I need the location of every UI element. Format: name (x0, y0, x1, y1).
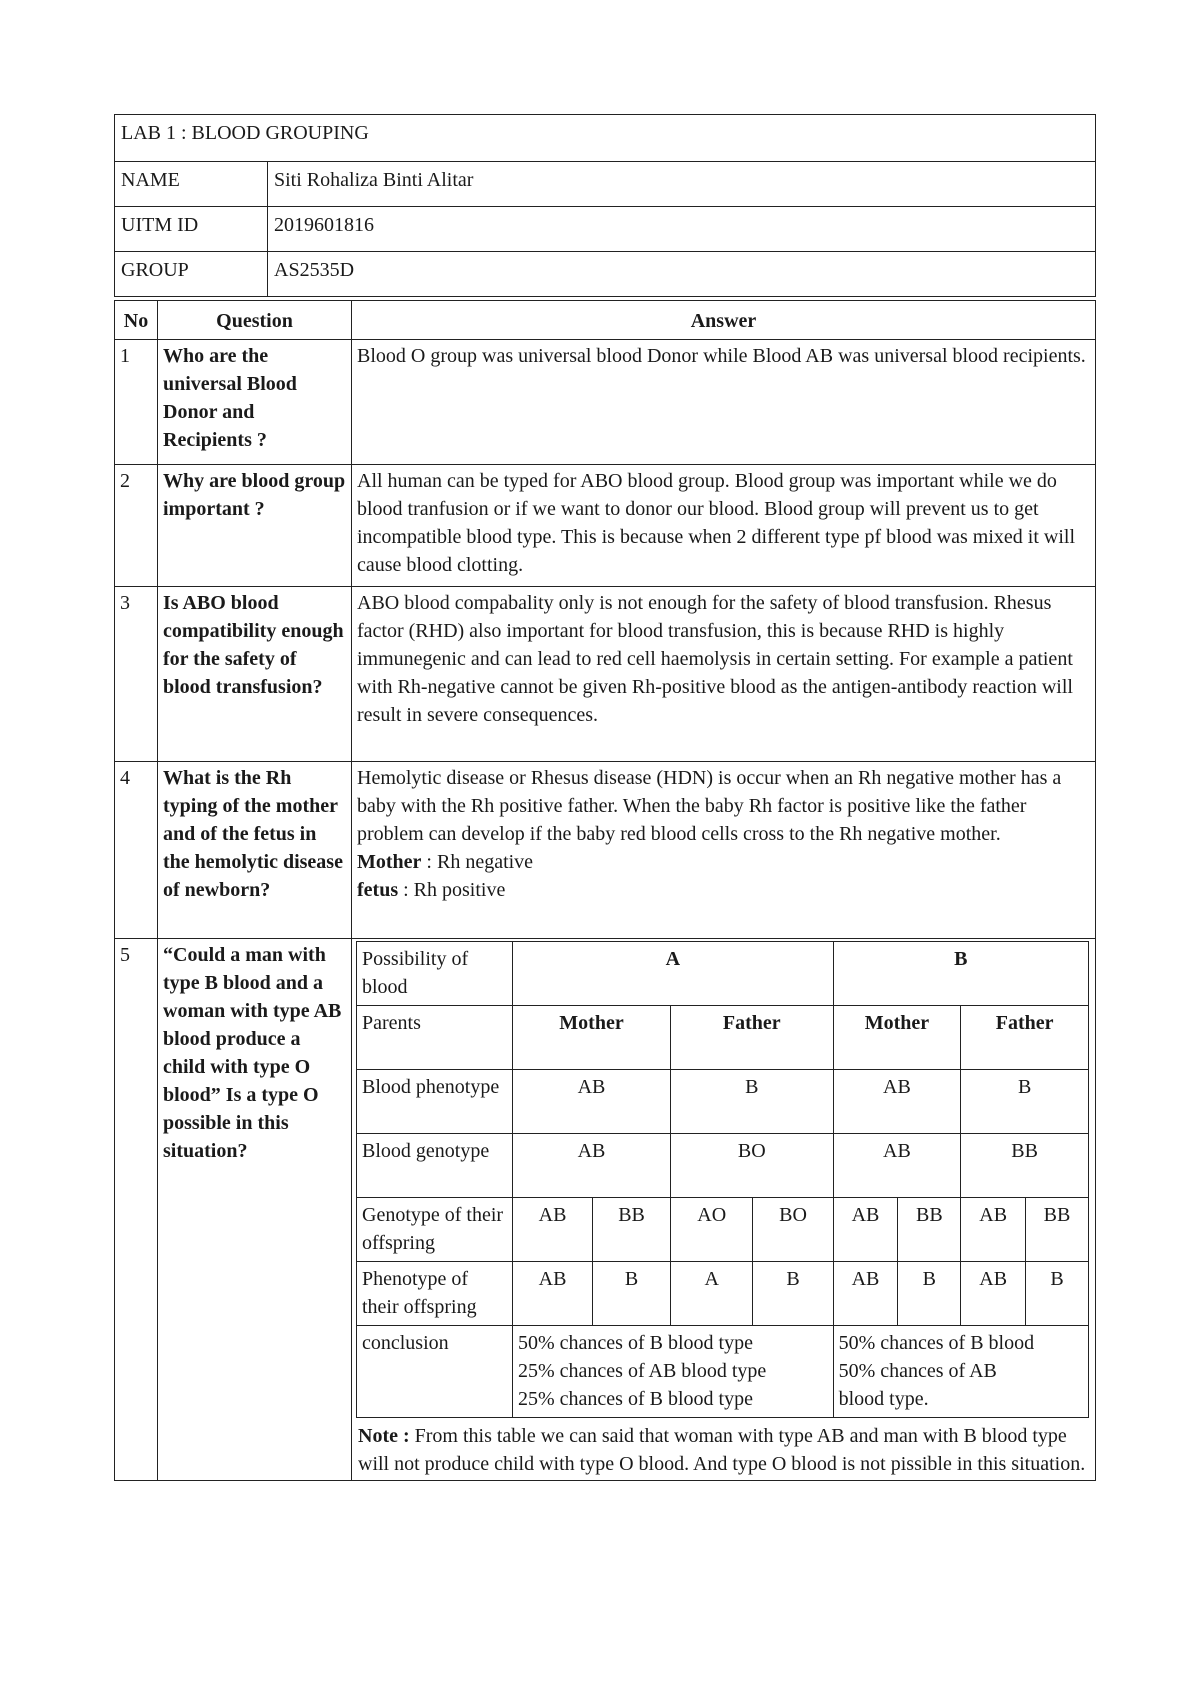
question-text: Who are the universal Blood Donor and Recipients ? (158, 340, 352, 465)
question-number: 1 (115, 340, 158, 465)
table-row (115, 465, 1096, 587)
student-info-table (114, 114, 1096, 297)
mother-header: Mother (513, 1006, 671, 1070)
name-label: NAME (115, 162, 268, 207)
genotype-cell: BB (961, 1134, 1089, 1198)
phenotype-cell: B (961, 1070, 1089, 1134)
conclusion-label: conclusion (357, 1326, 513, 1418)
note-label: Note : (358, 1425, 410, 1447)
lab-title: LAB 1 : BLOOD GROUPING (115, 115, 1096, 162)
conclusion-line: blood type. (838, 1388, 929, 1410)
offspring-phenotype-cell: AB (833, 1262, 898, 1326)
question-number: 4 (115, 762, 158, 939)
fetus-rh-line (357, 876, 1090, 904)
question-number: 2 (115, 465, 158, 587)
punnett-table (356, 941, 1089, 1418)
conclusion-a (513, 1326, 834, 1418)
question-number: 5 (115, 939, 158, 1481)
option-b-header: B (833, 942, 1088, 1006)
header-no: No (115, 301, 158, 340)
conclusion-line: 50% chances of B blood (838, 1332, 1035, 1354)
option-a-header: A (513, 942, 834, 1006)
conclusion-line: 25% chances of AB blood type (518, 1360, 767, 1382)
answer-cell (352, 939, 1096, 1481)
fetus-value: : Rh positive (398, 879, 506, 901)
mother-rh-line (357, 848, 1090, 876)
possibility-label: Possibility of blood (357, 942, 513, 1006)
offspring-genotype-label: Genotype of their offspring (357, 1198, 513, 1262)
conclusion-line: 50% chances of AB (838, 1360, 997, 1382)
header-question: Question (158, 301, 352, 340)
question-text: What is the Rh typing of the mother and of the fetus in the hemolytic disease of newborn? (158, 762, 352, 939)
question-text: Why are blood group important ? (158, 465, 352, 587)
offspring-genotype-cell: BB (593, 1198, 671, 1262)
question-number: 3 (115, 587, 158, 762)
note-paragraph (356, 1422, 1093, 1478)
offspring-phenotype-cell: B (1026, 1262, 1089, 1326)
mother-label: Mother (357, 851, 422, 873)
answer-cell (352, 762, 1096, 939)
uitm-id-label: UITM ID (115, 207, 268, 252)
father-header: Father (961, 1006, 1089, 1070)
offspring-genotype-cell: BB (898, 1198, 961, 1262)
parents-label: Parents (357, 1006, 513, 1070)
phenotype-cell: AB (513, 1070, 671, 1134)
offspring-genotype-cell: BO (753, 1198, 833, 1262)
question-text: “Could a man with type B blood and a woman with type AB blood produce a child with type O blood” Is a type O possible in this situation? (158, 939, 352, 1481)
header-answer: Answer (352, 301, 1096, 340)
table-row (115, 762, 1096, 939)
offspring-phenotype-cell: AB (513, 1262, 593, 1326)
offspring-genotype-cell: AO (671, 1198, 753, 1262)
table-row (115, 340, 1096, 465)
mother-value: : Rh negative (421, 851, 534, 873)
group-label: GROUP (115, 252, 268, 297)
phenotype-cell: B (671, 1070, 834, 1134)
offspring-phenotype-cell: A (671, 1262, 753, 1326)
offspring-genotype-cell: AB (513, 1198, 593, 1262)
offspring-phenotype-cell: B (898, 1262, 961, 1326)
answer-text: Hemolytic disease or Rhesus disease (HDN) is occur when an Rh negative mother has a baby with the Rh positive father. When the baby Rh factor is positive like the father problem can develop if the baby red blood cells cross to the Rh negative mother. (357, 767, 1062, 845)
uitm-id-value: 2019601816 (268, 207, 1096, 252)
answer-text: All human can be typed for ABO blood group. Blood group was important while we do blood tranfusion or if we want to donor our blood. Blood group will prevent us to get incompatible blood type. This is because when 2 different type pf blood was mixed it will cause blood clotting. (352, 465, 1096, 587)
mother-header: Mother (833, 1006, 961, 1070)
phenotype-cell: AB (833, 1070, 961, 1134)
conclusion-b (833, 1326, 1088, 1418)
offspring-genotype-cell: BB (1026, 1198, 1089, 1262)
name-value: Siti Rohaliza Binti Alitar (268, 162, 1096, 207)
question-text: Is ABO blood compatibility enough for the safety of blood transfusion? (158, 587, 352, 762)
group-value: AS2535D (268, 252, 1096, 297)
genotype-cell: BO (671, 1134, 834, 1198)
offspring-phenotype-cell: B (593, 1262, 671, 1326)
genotype-cell: AB (833, 1134, 961, 1198)
question-answer-table (114, 300, 1096, 1481)
answer-text: Blood O group was universal blood Donor while Blood AB was universal blood recipients. (352, 340, 1096, 465)
offspring-phenotype-label: Phenotype of their offspring (357, 1262, 513, 1326)
father-header: Father (671, 1006, 834, 1070)
offspring-genotype-cell: AB (833, 1198, 898, 1262)
phenotype-label: Blood phenotype (357, 1070, 513, 1134)
genotype-label: Blood genotype (357, 1134, 513, 1198)
fetus-label: fetus (357, 879, 399, 901)
offspring-phenotype-cell: B (753, 1262, 833, 1326)
conclusion-line: 50% chances of B blood type (518, 1332, 753, 1354)
table-row (115, 939, 1096, 1481)
conclusion-line: 25% chances of B blood type (518, 1388, 753, 1410)
table-row (115, 587, 1096, 762)
note-text: From this table we can said that woman with type AB and man with B blood type will not produce child with type O blood. And type O blood is not pissible in this situation. (358, 1425, 1086, 1475)
offspring-genotype-cell: AB (961, 1198, 1026, 1262)
genotype-cell: AB (513, 1134, 671, 1198)
offspring-phenotype-cell: AB (961, 1262, 1026, 1326)
answer-text: ABO blood compabality only is not enough for the safety of blood transfusion. Rhesus factor (RHD) also important for blood transfusion, this is because RHD is highly immunegenic and can lead to red cell haemolysis in certain setting. For example a patient with Rh-negative cannot be given Rh-positive blood as the antigen-antibody reaction will result in severe consequences. (352, 587, 1096, 762)
